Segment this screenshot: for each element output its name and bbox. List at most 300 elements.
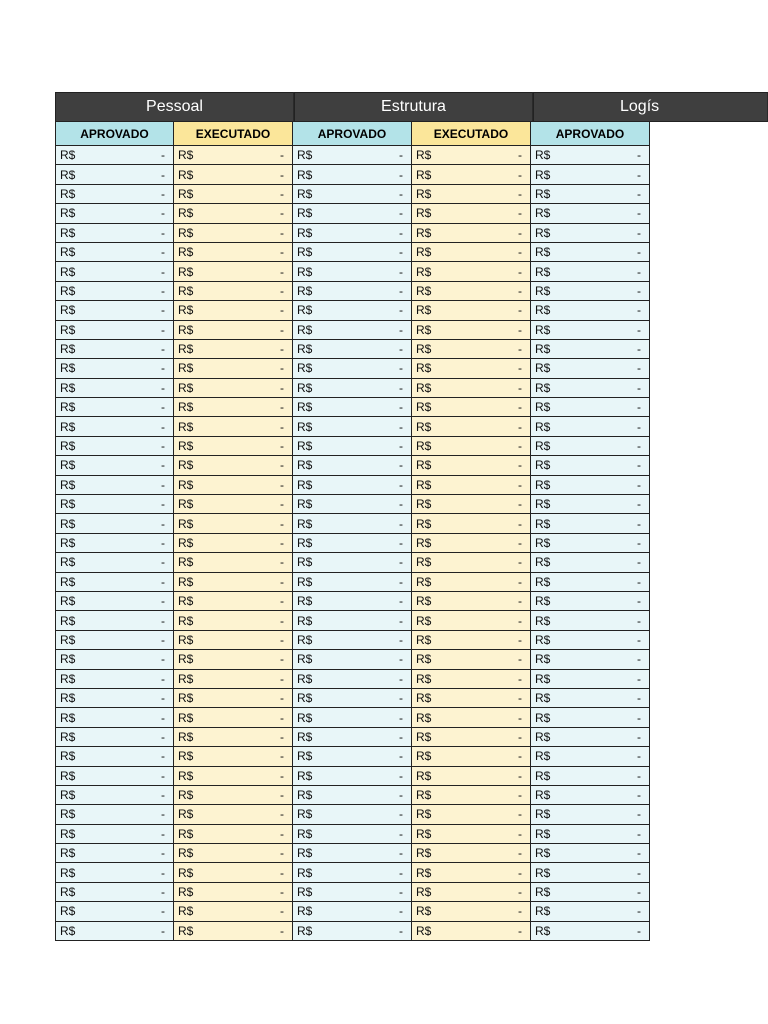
cell-value: - <box>280 342 284 357</box>
cell-value: - <box>280 206 284 221</box>
cell-value: - <box>161 497 165 512</box>
table-cell-executado[interactable] <box>412 573 531 592</box>
table-cell-aprovado[interactable] <box>293 146 412 165</box>
table-cell-aprovado[interactable] <box>55 708 174 727</box>
table-cell-aprovado[interactable] <box>293 321 412 340</box>
table-cell-executado[interactable] <box>412 379 531 398</box>
table-cell-aprovado[interactable] <box>293 534 412 553</box>
table-cell-executado[interactable] <box>174 611 293 630</box>
table-row <box>55 514 768 533</box>
cell-value: - <box>280 245 284 260</box>
table-cell-aprovado[interactable] <box>55 321 174 340</box>
table-cell-aprovado[interactable] <box>55 398 174 417</box>
table-cell-executado[interactable] <box>412 514 531 533</box>
table-cell-executado[interactable] <box>174 243 293 262</box>
table-cell-executado[interactable] <box>174 553 293 572</box>
currency-symbol: R$ <box>297 283 313 298</box>
table-cell-aprovado[interactable] <box>55 883 174 902</box>
table-cell-aprovado[interactable] <box>293 708 412 727</box>
table-row <box>55 495 768 514</box>
group-header-estrutura[interactable]: Estrutura <box>294 92 533 122</box>
table-cell-aprovado[interactable] <box>55 204 174 223</box>
column-header-aprovado[interactable]: APROVADO <box>293 122 412 146</box>
currency-symbol: R$ <box>178 749 194 764</box>
cell-value: - <box>161 516 165 531</box>
table-cell-aprovado[interactable] <box>293 476 412 495</box>
table-cell-aprovado[interactable] <box>531 631 650 650</box>
table-cell-aprovado[interactable] <box>293 922 412 941</box>
table-cell-aprovado[interactable] <box>55 747 174 766</box>
table-cell-aprovado[interactable] <box>531 805 650 824</box>
table-cell-executado[interactable] <box>412 534 531 553</box>
table-cell-executado[interactable] <box>412 902 531 921</box>
currency-symbol: R$ <box>535 904 551 919</box>
table-cell-executado[interactable] <box>174 573 293 592</box>
table-cell-executado[interactable] <box>412 670 531 689</box>
table-cell-aprovado[interactable] <box>293 340 412 359</box>
currency-symbol: R$ <box>178 729 194 744</box>
table-cell-executado[interactable] <box>412 728 531 747</box>
currency-symbol: R$ <box>60 846 76 861</box>
cell-value: - <box>399 380 403 395</box>
table-cell-aprovado[interactable] <box>531 495 650 514</box>
cell-value: - <box>399 865 403 880</box>
currency-symbol: R$ <box>416 186 432 201</box>
cell-value: - <box>280 923 284 938</box>
table-cell-executado[interactable] <box>174 514 293 533</box>
table-cell-aprovado[interactable] <box>55 301 174 320</box>
group-header-logistica[interactable]: Logís <box>533 92 768 122</box>
table-cell-aprovado[interactable] <box>531 689 650 708</box>
table-cell-aprovado[interactable] <box>531 243 650 262</box>
cell-value: - <box>518 671 522 686</box>
table-cell-aprovado[interactable] <box>293 165 412 184</box>
table-cell-aprovado[interactable] <box>293 611 412 630</box>
table-row <box>55 786 768 805</box>
table-cell-executado[interactable] <box>412 689 531 708</box>
table-cell-executado[interactable] <box>174 417 293 436</box>
currency-symbol: R$ <box>60 167 76 182</box>
table-cell-aprovado[interactable] <box>531 728 650 747</box>
table-cell-executado[interactable] <box>174 495 293 514</box>
table-cell-aprovado[interactable] <box>293 514 412 533</box>
table-cell-executado[interactable] <box>412 747 531 766</box>
table-cell-executado[interactable] <box>174 456 293 475</box>
table-cell-aprovado[interactable] <box>293 243 412 262</box>
table-cell-executado[interactable] <box>174 631 293 650</box>
currency-symbol: R$ <box>535 516 551 531</box>
table-cell-executado[interactable] <box>412 825 531 844</box>
cell-value: - <box>161 283 165 298</box>
table-cell-executado[interactable] <box>412 844 531 863</box>
table-row <box>55 708 768 727</box>
table-cell-executado[interactable] <box>412 922 531 941</box>
table-cell-aprovado[interactable] <box>55 437 174 456</box>
table-cell-aprovado[interactable] <box>55 573 174 592</box>
currency-symbol: R$ <box>535 245 551 260</box>
cell-value: - <box>161 710 165 725</box>
currency-symbol: R$ <box>416 807 432 822</box>
table-cell-aprovado[interactable] <box>55 359 174 378</box>
table-cell-aprovado[interactable] <box>293 747 412 766</box>
table-row <box>55 379 768 398</box>
cell-value: - <box>637 826 641 841</box>
table-cell-executado[interactable] <box>174 185 293 204</box>
table-cell-executado[interactable] <box>412 262 531 281</box>
table-cell-aprovado[interactable] <box>531 534 650 553</box>
data-rows <box>55 146 768 941</box>
table-cell-aprovado[interactable] <box>55 902 174 921</box>
table-cell-executado[interactable] <box>174 437 293 456</box>
table-cell-aprovado[interactable] <box>55 185 174 204</box>
table-cell-executado[interactable] <box>174 708 293 727</box>
currency-symbol: R$ <box>60 710 76 725</box>
table-cell-aprovado[interactable] <box>293 728 412 747</box>
table-row <box>55 902 768 921</box>
currency-symbol: R$ <box>535 671 551 686</box>
table-cell-aprovado[interactable] <box>531 417 650 436</box>
currency-symbol: R$ <box>416 749 432 764</box>
cell-value: - <box>161 923 165 938</box>
table-cell-aprovado[interactable] <box>531 786 650 805</box>
table-row <box>55 611 768 630</box>
table-cell-executado[interactable] <box>174 204 293 223</box>
table-cell-executado[interactable] <box>174 321 293 340</box>
table-cell-aprovado[interactable] <box>531 650 650 669</box>
table-cell-executado[interactable] <box>412 243 531 262</box>
table-cell-executado[interactable] <box>174 534 293 553</box>
table-cell-executado[interactable] <box>412 185 531 204</box>
table-cell-executado[interactable] <box>412 456 531 475</box>
table-cell-aprovado[interactable] <box>293 670 412 689</box>
table-cell-aprovado[interactable] <box>293 301 412 320</box>
table-cell-aprovado[interactable] <box>293 844 412 863</box>
table-cell-aprovado[interactable] <box>531 359 650 378</box>
table-cell-aprovado[interactable] <box>531 747 650 766</box>
table-cell-executado[interactable] <box>174 224 293 243</box>
cell-value: - <box>161 167 165 182</box>
table-cell-executado[interactable] <box>412 437 531 456</box>
table-cell-aprovado[interactable] <box>55 728 174 747</box>
table-cell-aprovado[interactable] <box>55 476 174 495</box>
cell-value: - <box>161 186 165 201</box>
table-cell-executado[interactable] <box>412 476 531 495</box>
table-cell-aprovado[interactable] <box>531 592 650 611</box>
table-cell-aprovado[interactable] <box>55 786 174 805</box>
currency-symbol: R$ <box>297 671 313 686</box>
group-header-pessoal[interactable]: Pessoal <box>55 92 294 122</box>
table-cell-aprovado[interactable] <box>55 340 174 359</box>
table-cell-aprovado[interactable] <box>55 379 174 398</box>
table-cell-aprovado[interactable] <box>531 262 650 281</box>
cell-value: - <box>518 749 522 764</box>
table-cell-aprovado[interactable] <box>55 243 174 262</box>
table-cell-aprovado[interactable] <box>55 650 174 669</box>
table-row <box>55 282 768 301</box>
table-cell-aprovado[interactable] <box>293 786 412 805</box>
table-cell-aprovado[interactable] <box>293 204 412 223</box>
table-cell-aprovado[interactable] <box>293 398 412 417</box>
table-cell-aprovado[interactable] <box>293 767 412 786</box>
cell-value: - <box>280 264 284 279</box>
table-cell-aprovado[interactable] <box>293 495 412 514</box>
table-cell-executado[interactable] <box>412 417 531 436</box>
table-cell-aprovado[interactable] <box>293 805 412 824</box>
table-cell-aprovado[interactable] <box>531 863 650 882</box>
table-cell-aprovado[interactable] <box>293 553 412 572</box>
table-cell-aprovado[interactable] <box>531 476 650 495</box>
table-cell-executado[interactable] <box>174 825 293 844</box>
table-cell-executado[interactable] <box>412 863 531 882</box>
table-cell-aprovado[interactable] <box>531 301 650 320</box>
cell-value: - <box>280 303 284 318</box>
table-cell-aprovado[interactable] <box>293 379 412 398</box>
table-cell-executado[interactable] <box>174 863 293 882</box>
column-header-executado[interactable]: EXECUTADO <box>412 122 531 146</box>
cell-value: - <box>280 671 284 686</box>
table-cell-aprovado[interactable] <box>55 631 174 650</box>
table-cell-executado[interactable] <box>174 165 293 184</box>
table-cell-aprovado[interactable] <box>293 262 412 281</box>
cell-value: - <box>518 477 522 492</box>
table-cell-executado[interactable] <box>174 786 293 805</box>
table-cell-aprovado[interactable] <box>531 902 650 921</box>
table-cell-executado[interactable] <box>412 146 531 165</box>
table-row <box>55 747 768 766</box>
table-cell-executado[interactable] <box>174 747 293 766</box>
table-cell-executado[interactable] <box>412 767 531 786</box>
table-cell-aprovado[interactable] <box>55 456 174 475</box>
cell-value: - <box>161 342 165 357</box>
cell-value: - <box>161 361 165 376</box>
column-header-aprovado[interactable]: APROVADO <box>531 122 650 146</box>
column-header-executado[interactable]: EXECUTADO <box>174 122 293 146</box>
currency-symbol: R$ <box>297 788 313 803</box>
table-cell-aprovado[interactable] <box>531 146 650 165</box>
table-cell-executado[interactable] <box>412 340 531 359</box>
table-cell-aprovado[interactable] <box>293 902 412 921</box>
table-cell-aprovado[interactable] <box>531 456 650 475</box>
table-cell-aprovado[interactable] <box>55 689 174 708</box>
table-cell-aprovado[interactable] <box>55 844 174 863</box>
table-cell-executado[interactable] <box>174 805 293 824</box>
table-cell-executado[interactable] <box>174 670 293 689</box>
table-cell-aprovado[interactable] <box>531 611 650 630</box>
table-cell-aprovado[interactable] <box>531 282 650 301</box>
table-cell-aprovado[interactable] <box>55 767 174 786</box>
currency-symbol: R$ <box>297 865 313 880</box>
table-cell-executado[interactable] <box>174 922 293 941</box>
table-cell-executado[interactable] <box>174 476 293 495</box>
table-cell-aprovado[interactable] <box>531 922 650 941</box>
table-cell-aprovado[interactable] <box>531 224 650 243</box>
table-cell-aprovado[interactable] <box>531 670 650 689</box>
table-cell-executado[interactable] <box>412 553 531 572</box>
table-cell-aprovado[interactable] <box>293 417 412 436</box>
table-cell-aprovado[interactable] <box>293 224 412 243</box>
cell-value: - <box>399 342 403 357</box>
currency-symbol: R$ <box>416 574 432 589</box>
currency-symbol: R$ <box>416 923 432 938</box>
table-cell-executado[interactable] <box>412 631 531 650</box>
table-cell-executado[interactable] <box>174 398 293 417</box>
cell-value: - <box>637 536 641 550</box>
table-cell-executado[interactable] <box>412 495 531 514</box>
table-cell-executado[interactable] <box>412 611 531 630</box>
table-cell-aprovado[interactable] <box>55 534 174 553</box>
currency-symbol: R$ <box>535 342 551 357</box>
table-cell-executado[interactable] <box>174 146 293 165</box>
table-cell-aprovado[interactable] <box>293 359 412 378</box>
cell-value: - <box>161 206 165 221</box>
table-cell-executado[interactable] <box>412 301 531 320</box>
currency-symbol: R$ <box>60 342 76 357</box>
table-cell-aprovado[interactable] <box>293 456 412 475</box>
cell-value: - <box>280 400 284 415</box>
table-cell-executado[interactable] <box>174 728 293 747</box>
table-cell-executado[interactable] <box>174 689 293 708</box>
cell-value: - <box>161 380 165 395</box>
table-cell-executado[interactable] <box>412 321 531 340</box>
table-cell-executado[interactable] <box>174 767 293 786</box>
table-cell-executado[interactable] <box>174 650 293 669</box>
cell-value: - <box>518 245 522 260</box>
table-cell-executado[interactable] <box>412 592 531 611</box>
table-cell-executado[interactable] <box>412 204 531 223</box>
table-cell-executado[interactable] <box>412 282 531 301</box>
table-cell-executado[interactable] <box>412 224 531 243</box>
table-cell-aprovado[interactable] <box>531 825 650 844</box>
table-cell-aprovado[interactable] <box>55 417 174 436</box>
table-cell-aprovado[interactable] <box>531 514 650 533</box>
table-cell-aprovado[interactable] <box>293 573 412 592</box>
table-cell-executado[interactable] <box>412 650 531 669</box>
table-cell-aprovado[interactable] <box>531 844 650 863</box>
table-cell-aprovado[interactable] <box>55 863 174 882</box>
table-cell-executado[interactable] <box>174 902 293 921</box>
table-cell-aprovado[interactable] <box>55 611 174 630</box>
table-cell-executado[interactable] <box>412 359 531 378</box>
currency-symbol: R$ <box>178 710 194 725</box>
table-cell-aprovado[interactable] <box>531 340 650 359</box>
table-cell-aprovado[interactable] <box>531 379 650 398</box>
currency-symbol: R$ <box>297 613 313 628</box>
currency-symbol: R$ <box>535 497 551 512</box>
cell-value: - <box>399 574 403 589</box>
cell-value: - <box>280 555 284 570</box>
table-cell-executado[interactable] <box>174 282 293 301</box>
cell-value: - <box>399 632 403 647</box>
table-cell-aprovado[interactable] <box>293 185 412 204</box>
table-cell-aprovado[interactable] <box>55 805 174 824</box>
cell-value: - <box>399 400 403 415</box>
table-cell-aprovado[interactable] <box>55 262 174 281</box>
table-cell-aprovado[interactable] <box>55 146 174 165</box>
table-cell-executado[interactable] <box>412 786 531 805</box>
table-cell-executado[interactable] <box>412 165 531 184</box>
table-row <box>55 301 768 320</box>
cell-value: - <box>280 167 284 182</box>
table-cell-executado[interactable] <box>412 708 531 727</box>
table-cell-executado[interactable] <box>412 883 531 902</box>
table-cell-executado[interactable] <box>174 883 293 902</box>
currency-symbol: R$ <box>60 400 76 415</box>
table-cell-aprovado[interactable] <box>293 282 412 301</box>
table-cell-aprovado[interactable] <box>55 495 174 514</box>
column-header-aprovado[interactable]: APROVADO <box>55 122 174 146</box>
table-cell-aprovado[interactable] <box>55 224 174 243</box>
cell-value: - <box>518 594 522 609</box>
table-cell-aprovado[interactable] <box>293 592 412 611</box>
cell-value: - <box>399 555 403 570</box>
table-cell-aprovado[interactable] <box>293 689 412 708</box>
table-cell-aprovado[interactable] <box>293 631 412 650</box>
cell-value: - <box>280 536 284 550</box>
table-cell-aprovado[interactable] <box>531 573 650 592</box>
table-cell-aprovado[interactable] <box>293 825 412 844</box>
table-cell-aprovado[interactable] <box>55 670 174 689</box>
cell-value: - <box>161 826 165 841</box>
currency-symbol: R$ <box>178 788 194 803</box>
table-cell-aprovado[interactable] <box>55 922 174 941</box>
cell-value: - <box>399 283 403 298</box>
table-cell-aprovado[interactable] <box>293 437 412 456</box>
table-cell-aprovado[interactable] <box>531 437 650 456</box>
table-cell-aprovado[interactable] <box>531 553 650 572</box>
table-cell-aprovado[interactable] <box>55 165 174 184</box>
table-cell-aprovado[interactable] <box>293 883 412 902</box>
table-cell-aprovado[interactable] <box>531 708 650 727</box>
table-cell-executado[interactable] <box>174 262 293 281</box>
cell-value: - <box>518 788 522 803</box>
table-cell-executado[interactable] <box>412 805 531 824</box>
table-cell-executado[interactable] <box>174 340 293 359</box>
table-cell-aprovado[interactable] <box>55 282 174 301</box>
currency-symbol: R$ <box>297 632 313 647</box>
table-cell-executado[interactable] <box>174 359 293 378</box>
currency-symbol: R$ <box>178 419 194 434</box>
table-cell-aprovado[interactable] <box>531 185 650 204</box>
table-cell-aprovado[interactable] <box>531 767 650 786</box>
currency-symbol: R$ <box>416 322 432 337</box>
table-cell-aprovado[interactable] <box>531 398 650 417</box>
cell-value: - <box>399 768 403 783</box>
table-row <box>55 573 768 592</box>
table-cell-aprovado[interactable] <box>531 204 650 223</box>
table-cell-executado[interactable] <box>412 398 531 417</box>
currency-symbol: R$ <box>60 497 76 512</box>
currency-symbol: R$ <box>535 186 551 201</box>
table-cell-executado[interactable] <box>174 592 293 611</box>
currency-symbol: R$ <box>60 206 76 221</box>
table-cell-aprovado[interactable] <box>531 883 650 902</box>
table-cell-aprovado[interactable] <box>55 825 174 844</box>
table-cell-aprovado[interactable] <box>531 321 650 340</box>
table-cell-executado[interactable] <box>174 844 293 863</box>
table-cell-aprovado[interactable] <box>293 650 412 669</box>
table-cell-executado[interactable] <box>174 379 293 398</box>
table-cell-aprovado[interactable] <box>55 553 174 572</box>
cell-value: - <box>161 148 165 163</box>
table-cell-aprovado[interactable] <box>55 514 174 533</box>
table-cell-aprovado[interactable] <box>531 165 650 184</box>
cell-value: - <box>399 264 403 279</box>
currency-symbol: R$ <box>297 516 313 531</box>
table-cell-aprovado[interactable] <box>55 592 174 611</box>
table-cell-aprovado[interactable] <box>293 863 412 882</box>
cell-value: - <box>399 671 403 686</box>
table-cell-executado[interactable] <box>174 301 293 320</box>
